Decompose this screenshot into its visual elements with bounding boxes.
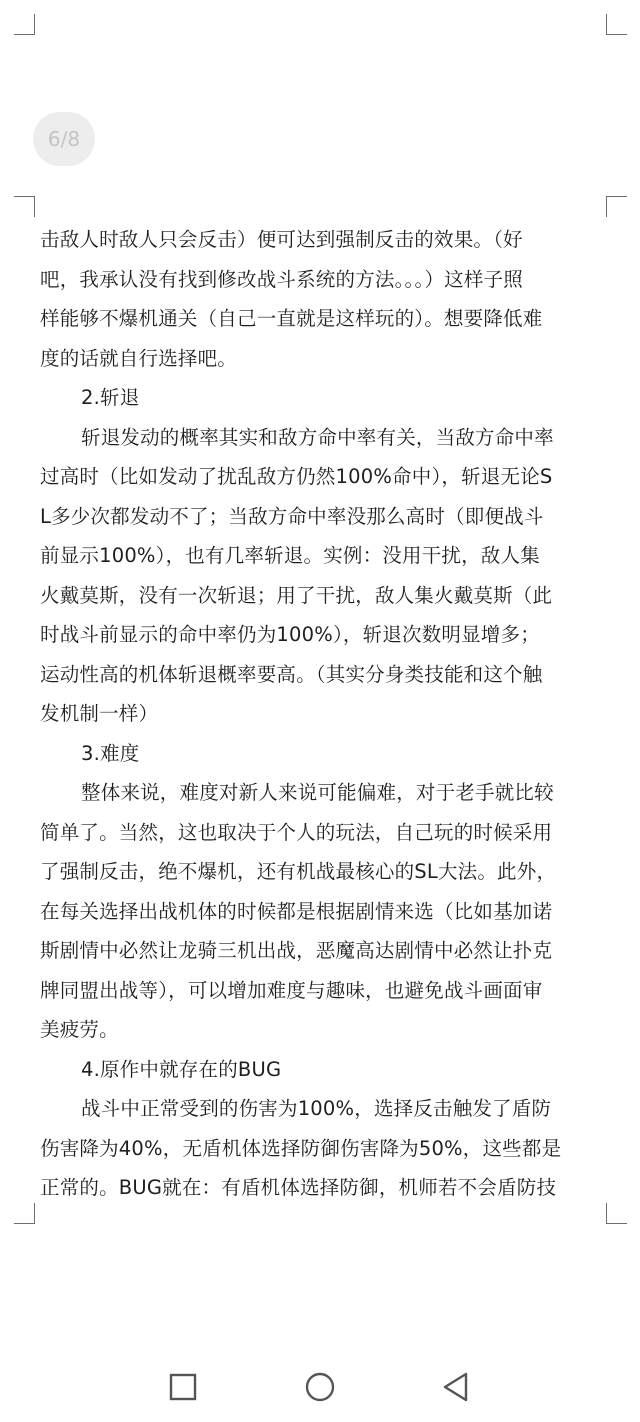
section-heading: 2.斩退 <box>81 386 140 409</box>
page-indicator: 6/8 <box>33 112 95 166</box>
text-line: 斯剧情中必然让龙骑三机出战，恶魔高达剧情中必然让扑克 <box>40 939 553 962</box>
crop-mark-top-left <box>14 14 35 35</box>
section-heading: 4.原作中就存在的BUG <box>81 1057 282 1081</box>
text-line: 美疲劳。 <box>40 1018 119 1041</box>
text-line: 击敌人时敌人只会反击）便可达到强制反击的效果。（好 <box>40 228 523 251</box>
text-line: 过高时（比如发动了扰乱敌方仍然100%命中），斩退无论S <box>40 465 553 488</box>
text-line: 斩退发动的概率其实和敌方命中率有关，当敌方命中率 <box>81 425 554 449</box>
document-body <box>40 220 616 1208</box>
text-line: 样能够不爆机通关（自己一直就是这样玩的）。想要降低难 <box>40 307 543 330</box>
text-line: 吧，我承认没有找到修改战斗系统的方法。。。）这样子照 <box>40 267 523 291</box>
section-heading: 3.难度 <box>81 741 140 765</box>
text-line: 在每关选择出战机体的时候都是根据剧情来选（比如基加诺 <box>40 899 553 923</box>
square-recents-icon <box>160 1364 206 1410</box>
text-line: 运动性高的机体斩退概率要高。（其实分身类技能和这个触 <box>40 662 543 686</box>
back-button[interactable] <box>433 1364 479 1410</box>
text-line: 发机制一样） <box>40 702 159 725</box>
system-navigation-bar <box>0 1350 640 1422</box>
text-line: 时战斗前显示的命中率仍为100%），斩退次数明显增多； <box>40 623 540 646</box>
crop-mark-top-right <box>606 14 627 35</box>
crop-mark-content-top-right <box>606 196 627 217</box>
text-line: 整体来说，难度对新人来说可能偏难，对于老手就比较 <box>81 781 554 804</box>
recents-button[interactable] <box>160 1364 206 1410</box>
text-line: L多少次都发动不了；当敌方命中率没那么高时（即便战斗 <box>40 504 544 528</box>
text-line: 了强制反击，绝不爆机，还有机战最核心的SL大法。此外， <box>40 860 557 883</box>
crop-mark-content-bottom-left <box>14 1203 35 1224</box>
crop-mark-content-top-left <box>14 196 35 217</box>
triangle-back-icon <box>433 1364 479 1410</box>
text-line: 牌同盟出战等），可以增加难度与趣味，也避免战斗画面审 <box>40 978 543 1002</box>
circle-home-icon <box>297 1364 343 1410</box>
text-line: 战斗中正常受到的伤害为100%，选择反击触发了盾防 <box>81 1097 552 1120</box>
text-line: 度的话就自行选择吧。 <box>40 346 238 370</box>
text-line: 前显示100%），也有几率斩退。实例：没用干扰，敌人集 <box>40 544 540 567</box>
text-line: 火戴莫斯，没有一次斩退；用了干扰，敌人集火戴莫斯（此 <box>40 583 553 607</box>
text-line: 简单了。当然，这也取决于个人的玩法，自己玩的时候采用 <box>40 820 553 844</box>
text-line: 正常的。BUG就在：有盾机体选择防御，机师若不会盾防技 <box>40 1176 557 1199</box>
home-button[interactable] <box>297 1364 343 1410</box>
text-line: 伤害降为40%，无盾机体选择防御伤害降为50%，这些都是 <box>40 1136 562 1160</box>
